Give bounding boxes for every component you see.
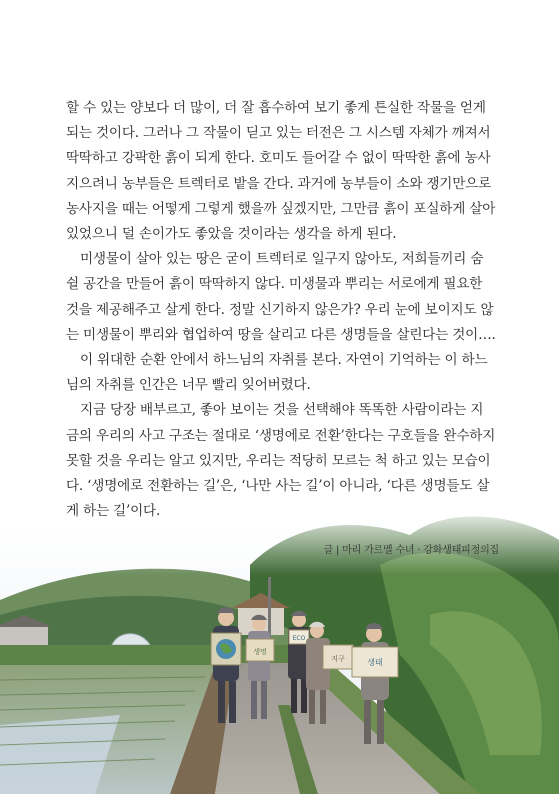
text-line: 이 위대한 순환 안에서 하느님의 자취를 본다. 자연이 기억하는 이 하느 bbox=[80, 352, 488, 369]
sign-text: ECO bbox=[292, 635, 306, 642]
text-line: 할 수 있는 양보다 더 많이, 더 잘 흡수하여 보기 좋게 튼실한 작물을 얻게 bbox=[66, 100, 486, 116]
text-line: 못할 것을 우리는 알고 있지만, 우리는 적당히 모르는 척 하고 있는 모습이 bbox=[66, 452, 491, 469]
text-line: 지금 당장 배부르고, 좋아 보이는 것을 선택해야 똑똑한 사람이라는 지 bbox=[80, 402, 484, 419]
paragraph-2 bbox=[66, 247, 498, 348]
author-credit: 글 | 마리 가르멜 수녀 · 강화생태피정의집 bbox=[323, 545, 499, 556]
sign-text: 생태 bbox=[367, 658, 383, 667]
text-line: 것을 제공해주고 살게 한다. 정말 신기하지 않은가? 우리 눈에 보이지도 않 bbox=[66, 301, 494, 318]
text-line: 있었으니 덜 손이가도 좋았을 것이라는 생각을 하게 된다. bbox=[66, 226, 397, 243]
text-line: 게 하는 길’이다. bbox=[66, 503, 161, 520]
text-line: 지으려니 농부들은 트렉터로 밭을 간다. 과거에 농부들이 소와 쟁기만으로 bbox=[66, 175, 492, 192]
text-line: 되는 것이다. 그러나 그 작물이 딛고 있는 터전은 그 시스템 자체가 깨져서 bbox=[66, 125, 491, 142]
text-line: 딱딱하고 강팍한 흙이 되게 한다. 호미도 들어갈 수 없이 딱딱한 흙에 농사 bbox=[66, 150, 491, 167]
sign-text: 생명 bbox=[253, 648, 267, 656]
paragraph-3 bbox=[66, 348, 498, 398]
text-line: 쉴 공간을 만들어 흙이 딱딱하지 않다. 미생물과 뿌리는 서로에게 필요한 bbox=[66, 276, 483, 293]
paragraph-1 bbox=[66, 96, 498, 247]
sign-text: 지구 bbox=[331, 655, 345, 663]
article-body bbox=[66, 96, 498, 524]
text-line: 금의 우리의 사고 구조는 절대로 ‘생명에로 전환’한다는 구호들을 완수하지 bbox=[66, 427, 496, 444]
text-line: 다. ‘생명에로 전환하는 길’은, ‘나만 사는 길’이 아니라, ‘다른 생명들도 살 bbox=[66, 478, 490, 495]
text-line: 는 미생물이 뿌리와 협업하여 땅을 살리고 다른 생명들을 살린다는 것이…. bbox=[66, 326, 496, 343]
text-line: 미생물이 살아 있는 땅은 굳이 트렉터로 일구지 않아도, 저희들끼리 숨 bbox=[80, 251, 484, 268]
text-line: 농사지을 때는 어떻게 그렇게 했을까 싶겠지만, 그만큼 흙이 포실하게 살아 bbox=[66, 200, 496, 217]
house-left bbox=[0, 625, 48, 647]
paragraph-4 bbox=[66, 398, 498, 524]
text-line: 님의 자취를 인간은 너무 빨리 잊어버렸다. bbox=[66, 377, 311, 394]
